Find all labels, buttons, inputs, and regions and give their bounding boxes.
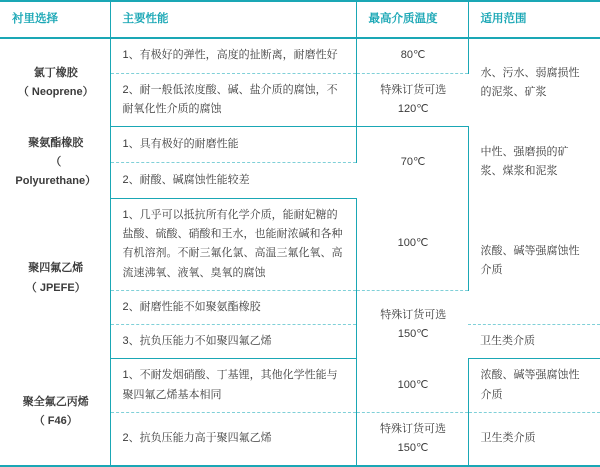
cell-performance: 2、抗负压能力高于聚四氟乙烯 (110, 412, 356, 466)
cell-temperature: 80℃ (356, 38, 468, 73)
cell-performance: 1、有极好的弹性，高度的扯断离，耐磨性好 (110, 38, 356, 73)
temperature-note: 特殊订货可选 (380, 308, 447, 321)
header-main-performance: 主要性能 (110, 1, 356, 38)
header-max-temperature: 最高介质温度 (356, 1, 468, 38)
cell-application-range: 浓酸、碱等强腐蚀性介质 (468, 359, 600, 413)
lining-name-line1: 聚氨酯橡胶 (28, 136, 84, 149)
lining-name-line1: 氯丁橡胶 (33, 66, 78, 79)
lining-name-line2: （ JPEFE） (25, 281, 86, 294)
table-row (0, 38, 600, 73)
header-application-range: 适用范围 (468, 1, 600, 38)
cell-performance: 1、不耐发烟硝酸、丁基锂，其他化学性能与聚四氟乙烯基本相同 (110, 359, 356, 413)
table-row (0, 359, 600, 413)
cell-performance: 1、几乎可以抵抗所有化学介质，能耐妃糖的盐酸、硫酸、硝酸和王水，也能耐浓碱和各种有机溶剂。不耐三氟化氯、高温三氟化氧、高流速沸氧、液氧、臭氧的腐蚀 (110, 198, 356, 290)
lining-name-line1: 聚四氟乙烯 (28, 262, 84, 275)
temperature-note: 特殊订货可选 (380, 83, 447, 96)
cell-performance: 2、耐磨性能不如聚氨酯橡胶 (110, 290, 356, 324)
cell-application-range: 卫生类介质 (468, 325, 600, 359)
cell-application-range: 卫生类介质 (480, 432, 536, 445)
temperature-value: 150℃ (397, 327, 429, 340)
header-row (0, 1, 600, 38)
table-body (0, 38, 600, 466)
cell-temperature: 100℃ (356, 359, 468, 413)
lining-name-line1: 聚全氟乙丙烯 (22, 395, 89, 408)
cell-application-range: 中性、强磨损的矿浆、煤浆和泥浆 (480, 146, 569, 178)
cell-performance: 2、耐酸、碱腐蚀性能较差 (110, 162, 356, 198)
cell-temperature (356, 290, 468, 359)
cell-lining-name (0, 127, 110, 199)
table-header (0, 1, 600, 38)
lining-name-line2: （ F46） (33, 415, 78, 427)
lining-name-line2: （ Neoprene） (17, 85, 94, 98)
temperature-note: 特殊订货可选 (380, 422, 446, 435)
cell-temperature: 100℃ (356, 198, 468, 290)
header-lining-selection: 衬里选择 (0, 1, 110, 38)
temperature-value: 150℃ (397, 442, 429, 454)
cell-lining-name (0, 198, 110, 359)
cell-temperature (356, 73, 468, 127)
cell-performance: 3、抗负压能力不如聚四氟乙烯 (110, 325, 356, 359)
temperature-value: 120℃ (397, 102, 429, 115)
cell-application-range: 浓酸、碱等强腐蚀性介质 (468, 198, 600, 324)
cell-temperature: 70℃ (356, 127, 468, 199)
cell-lining-name (0, 359, 110, 467)
cell-performance: 2、耐一般低浓度酸、碱、盐介质的腐蚀，不耐氧化性介质的腐蚀 (110, 73, 356, 127)
cell-application-range: 水、污水、弱腐损性的泥浆、矿浆 (480, 66, 580, 98)
cell-performance: 1、具有极好的耐磨性能 (110, 127, 356, 163)
table-row (0, 127, 600, 163)
cell-temperature (356, 412, 468, 466)
lining-name-line2: （ Polyurethane） (15, 155, 97, 187)
cell-lining-name (0, 38, 110, 126)
table-row (0, 198, 600, 290)
